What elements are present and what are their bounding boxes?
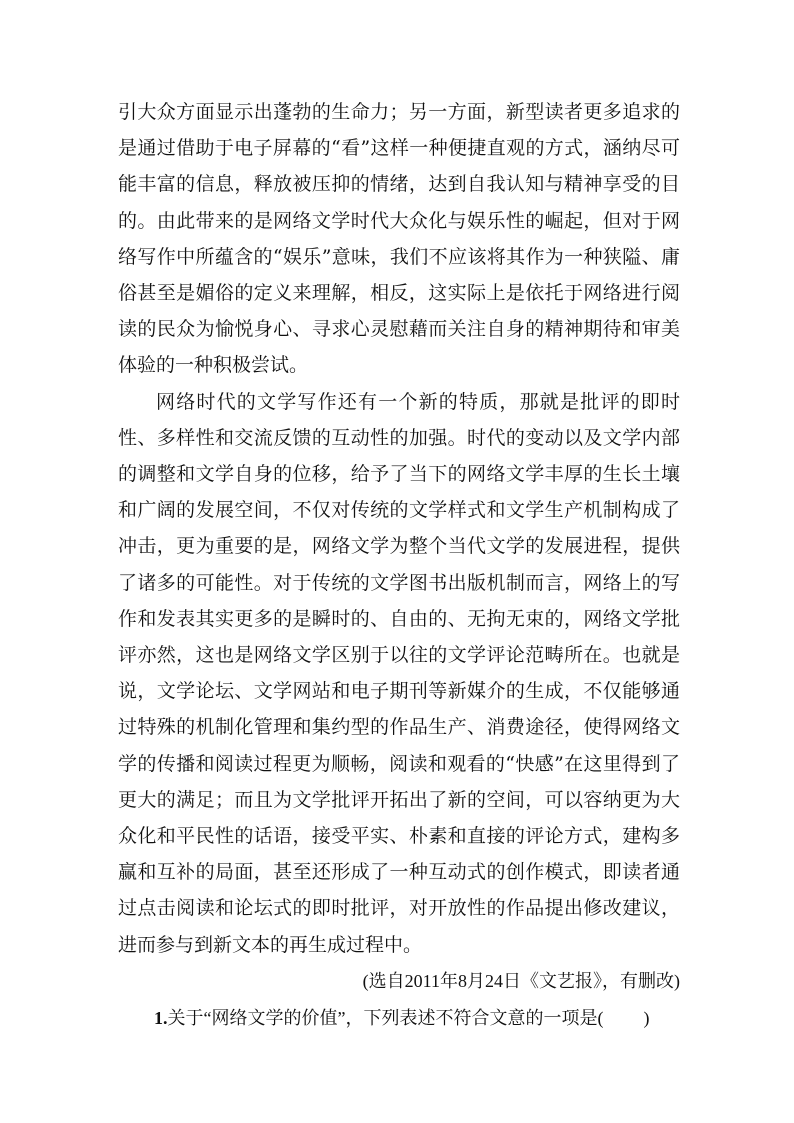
paragraph-continued: 引大众方面显示出蓬勃的生命力；另一方面，新型读者更多追求的是通过借助于电子屏幕的“看”这样一种便捷直观的方式，涵纳尽可能丰富的信息，释放被压抑的情绪，达到自我认知与精神享受的目的。由此带来的是网络文学时代大众化与娱乐性的崛起，但对于网络写作中所蕴含的“娱乐”意味，我们不应该将其作为一种狭隘、庸俗甚至是媚俗的定义来理解，相反，这实际上是依托于网络进行阅读的民众为愉悦身心、寻求心灵慰藉而关注自身的精神期待和审美体验的一种积极尝试。	[118, 101, 680, 377]
question-close-paren: )	[643, 1007, 650, 1028]
question-text: 关于“网络文学的价值”，下列表述不符合文意的一项是(	[167, 1007, 604, 1028]
question-1	[118, 1000, 680, 1037]
paragraph-criticism: 网络时代的文学写作还有一个新的特质，那就是批评的即时性、多样性和交流反馈的互动性的加强。时代的变动以及文学内部的调整和文学自身的位移，给予了当下的网络文学丰厚的生长土壤和广阔的发展空间，不仅对传统的文学样式和文学生产机制构成了冲击，更为重要的是，网络文学为整个当代文学的发展进程，提供了诸多的可能性。对于传统的文学图书出版机制而言，网络上的写作和发表其实更多的是瞬时的、自由的、无拘无束的，网络文学批评亦然，这也是网络文学区别于以往的文学评论范畴所在。也就是说，文学论坛、文学网站和电子期刊等新媒介的生成，不仅能够通过特殊的机制化管理和集约型的作品生产、消费途径，使得网络文学的传播和阅读过程更为顺畅，阅读和观看的“快感”在这里得到了更大的满足；而且为文学批评开拓出了新的空间，可以容纳更为大众化和平民性的话语，接受平实、朴素和直接的评论方式，建构多赢和互补的局面，甚至还形成了一种互动式的创作模式，即读者通过点击阅读和论坛式的即时批评，对开放性的作品提出修改建议，进而参与到新文本的再生成过程中。	[118, 390, 680, 956]
source-citation: (选自2011年8月24日《文艺报》，有删改)	[362, 970, 680, 991]
question-number: 1.	[154, 1007, 168, 1028]
document-page	[118, 94, 680, 1037]
